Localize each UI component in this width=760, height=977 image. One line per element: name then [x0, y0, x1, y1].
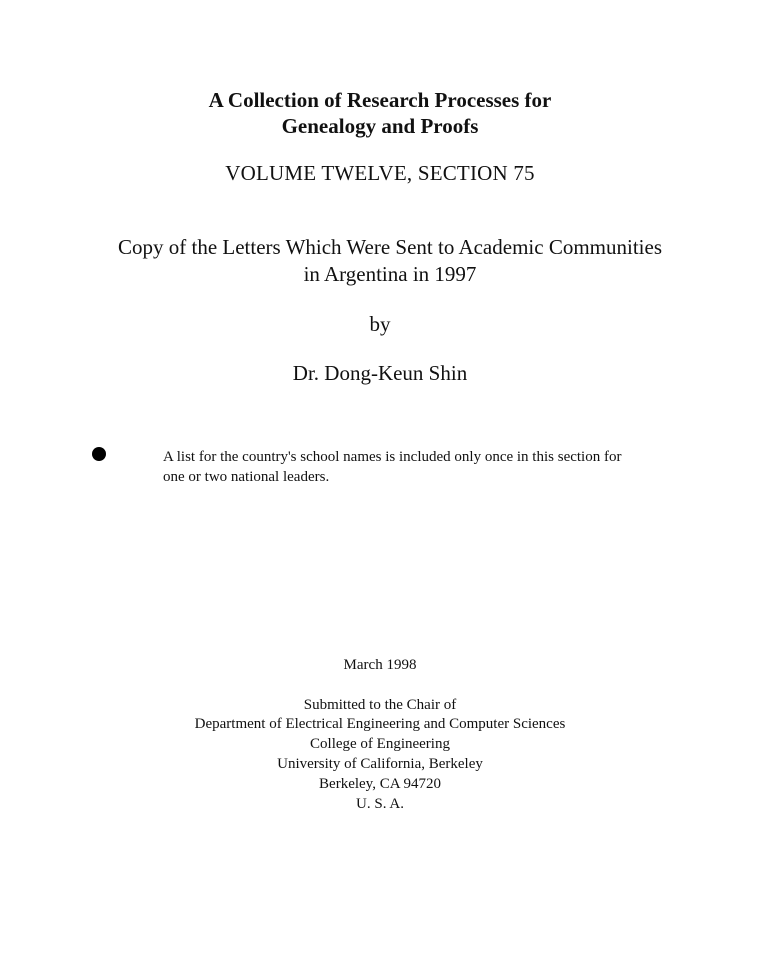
university-line: University of California, Berkeley [277, 756, 483, 772]
subject-line-2: in Argentina in 1997 [303, 262, 477, 286]
document-title-line-2: Genealogy and Proofs [281, 114, 479, 138]
bullet-icon [92, 447, 106, 461]
note-line-1: A list for the country's school names is included only once in this section for [163, 449, 622, 465]
city-line: Berkeley, CA 94720 [319, 776, 441, 792]
submitted-to-line: Submitted to the Chair of [303, 697, 457, 713]
author-name: Dr. Dong-Keun Shin [292, 361, 468, 385]
note-line-2: one or two national leaders. [163, 469, 330, 485]
country-line: U. S. A. [356, 796, 404, 812]
subject-line-1: Copy of the Letters Which Were Sent to Academic Communities [117, 235, 662, 259]
publication-date: March 1998 [343, 657, 417, 673]
volume-section-heading: VOLUME TWELVE, SECTION 75 [225, 161, 535, 185]
college-line: College of Engineering [310, 736, 450, 752]
byline: by [369, 312, 391, 336]
document-title-line-1: A Collection of Research Processes for [208, 88, 552, 112]
department-line: Department of Electrical Engineering and Computer Sciences [194, 716, 566, 732]
